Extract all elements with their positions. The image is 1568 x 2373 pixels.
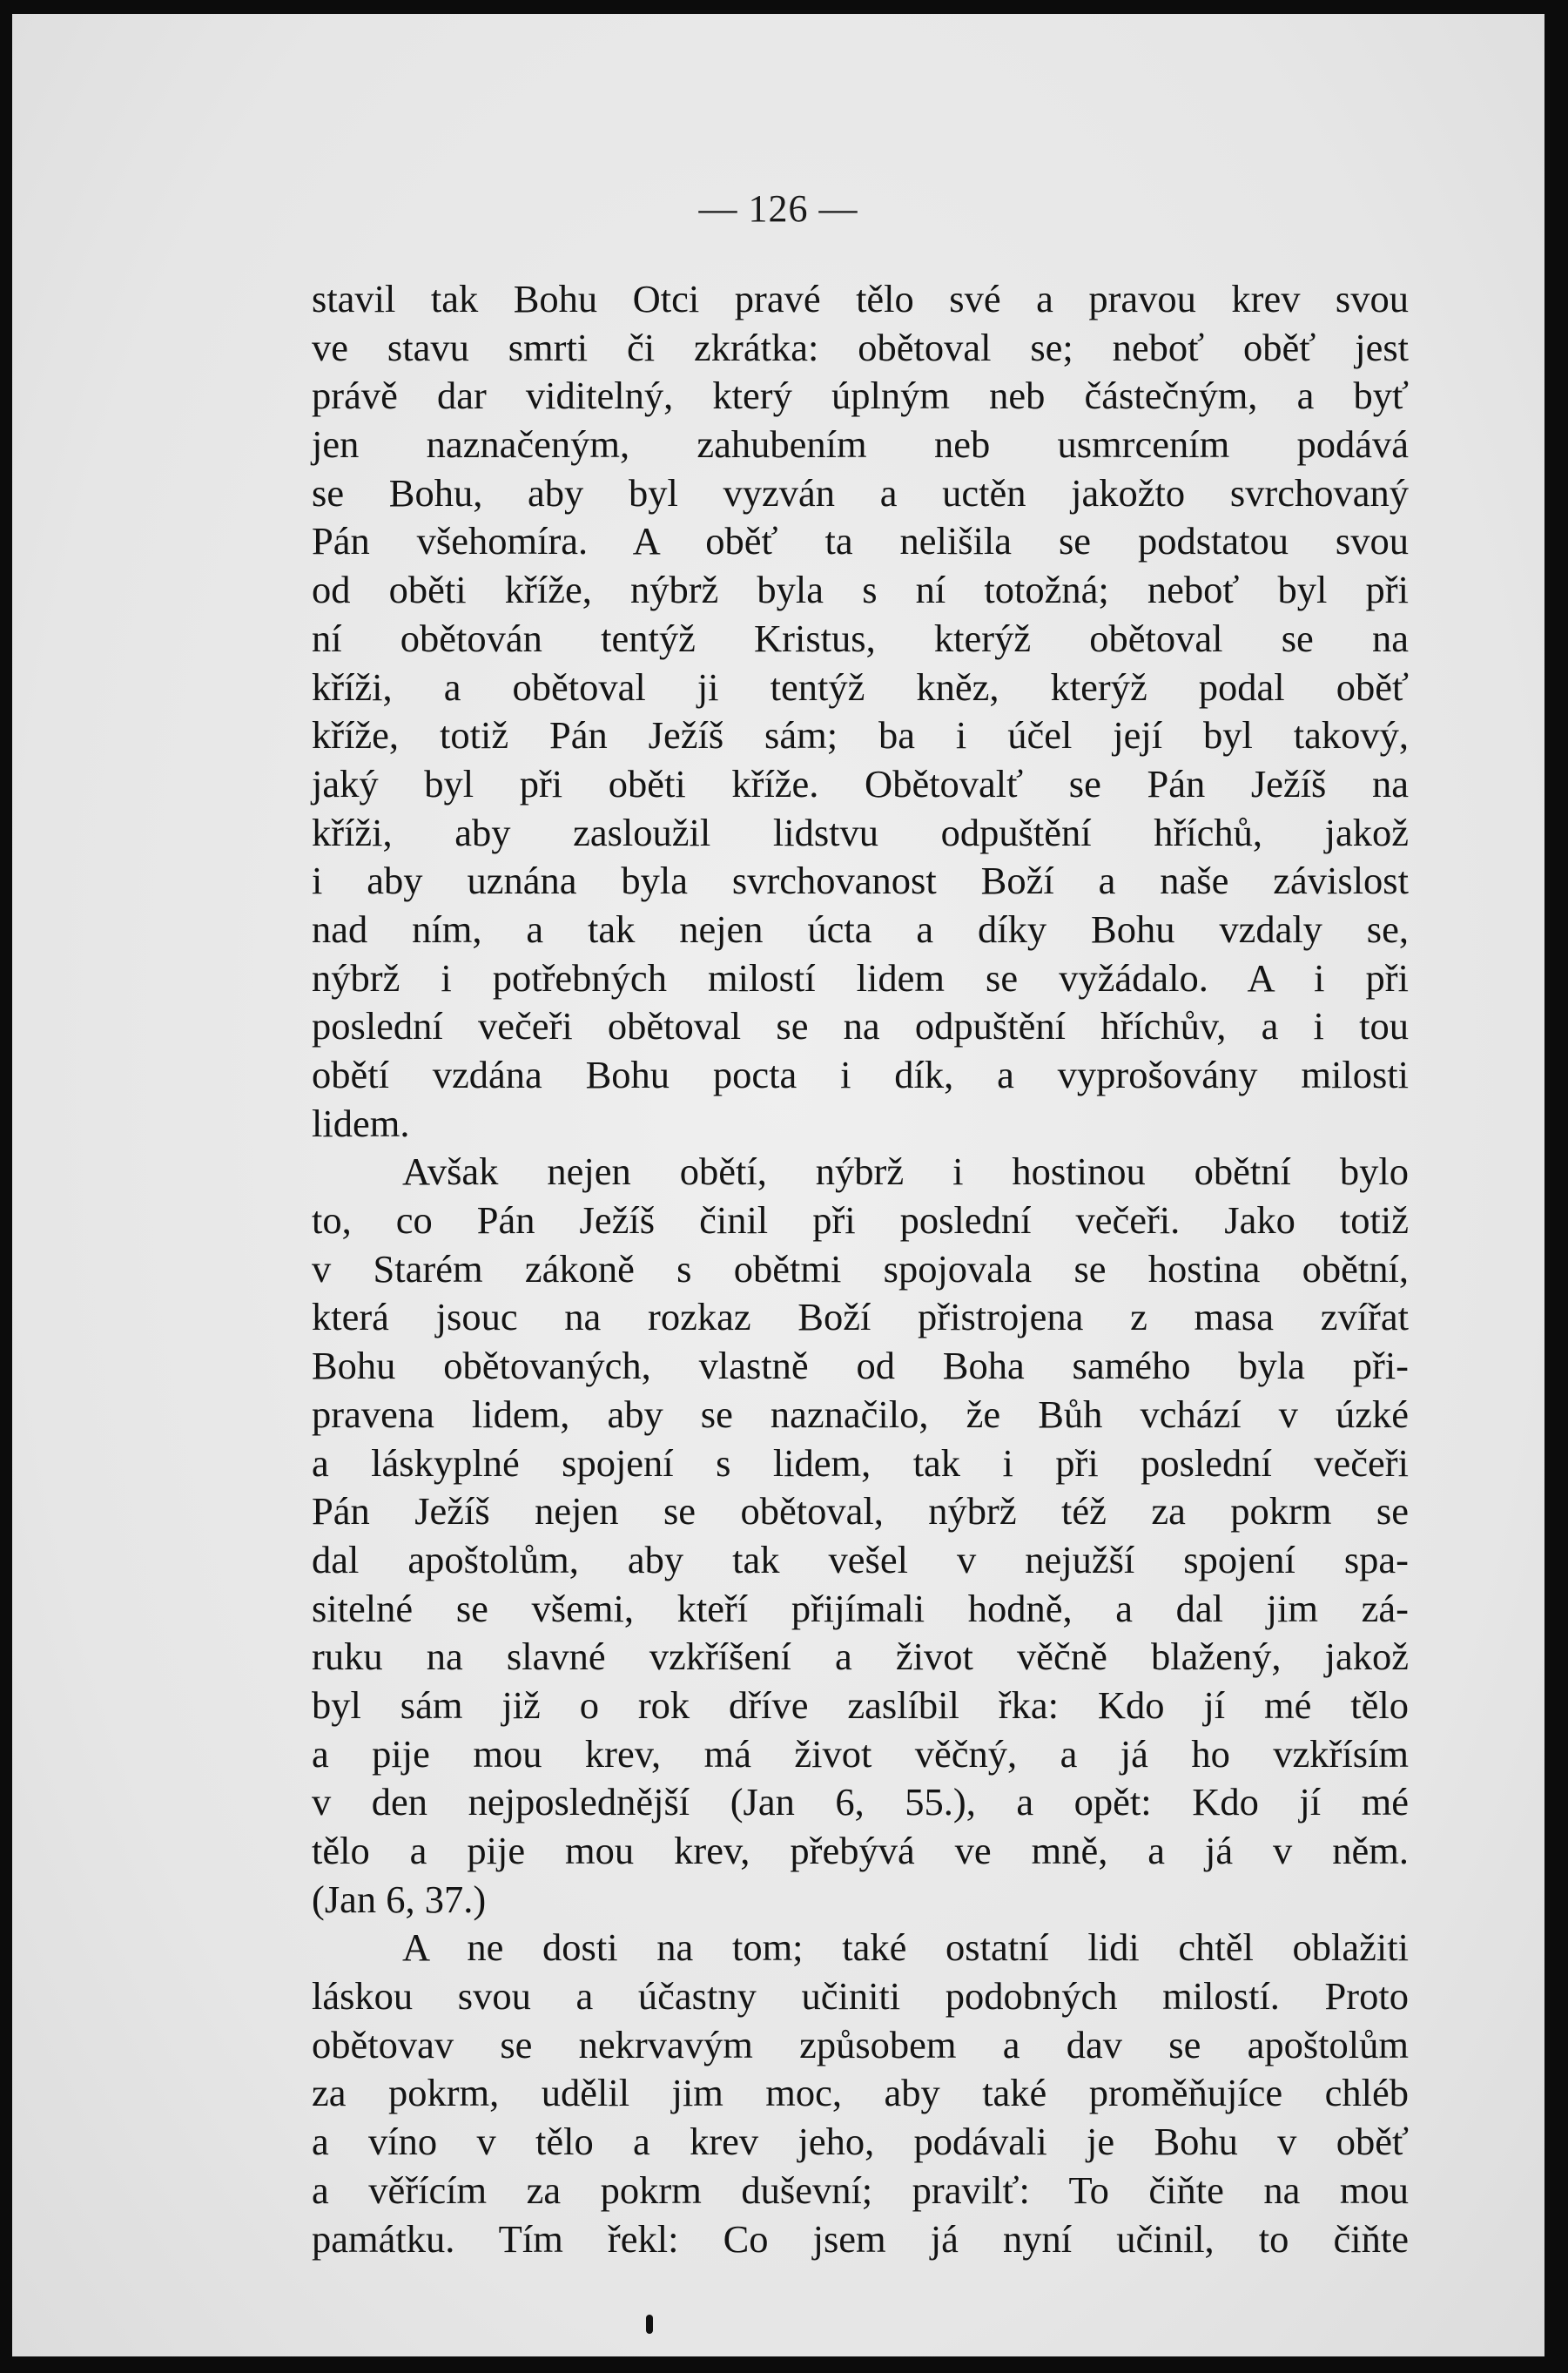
text-line: jaký byl při oběti kříže. Obětovalť se Pán Ježíš na (312, 761, 1409, 806)
text-line: se Bohu, aby byl vyzván a uctěn jakožto svrchovaný (312, 470, 1409, 515)
text-line: ní obětován tentýž Kristus, kterýž obětoval se na (312, 616, 1409, 660)
text-line: i aby uznána byla svrchovanost Boží a naše závislost (312, 859, 1409, 903)
text-line: jen naznačeným, zahubením neb usmrcením podává (312, 422, 1409, 467)
text-line: za pokrm, udělil jim moc, aby také proměňujíce chléb (312, 2071, 1409, 2115)
ink-speck (646, 2315, 653, 2334)
text-line: poslední večeři obětoval se na odpuštění hříchův, a i tou (312, 1004, 1409, 1048)
text-line: tělo a pije mou krev, přebývá ve mně, a já v něm. (312, 1829, 1409, 1872)
text-line: to, co Pán Ježíš činil při poslední večeři. Jako totiž (312, 1198, 1409, 1243)
text-line: láskou svou a účastny učiniti podobných milostí. Proto (312, 1974, 1409, 2019)
text-line: kříže, totiž Pán Ježíš sám; ba i účel její byl takový, (312, 713, 1409, 758)
text-line: a pije mou krev, má život věčný, a já ho vzkřísím (312, 1731, 1409, 1776)
text-line: stavil tak Bohu Otci pravé tělo své a pravou krev svou (312, 277, 1409, 320)
text-line: A ne dosti na tom; také ostatní lidi chtěl oblažiti (402, 1925, 1409, 1970)
text-line: Avšak nejen obětí, nýbrž i hostinou obětní bylo (402, 1149, 1409, 1194)
text-line: nad ním, a tak nejen úcta a díky Bohu vzdaly se, (312, 907, 1409, 951)
text-line: Bohu obětovaných, vlastně od Boha samého byla při- (312, 1344, 1409, 1388)
text-line: a láskyplné spojení s lidem, tak i při poslední večeři (312, 1440, 1409, 1485)
text-line: lidem. (312, 1101, 410, 1145)
text-line: ruku na slavné vzkříšení a život věčně blažený, jakož (312, 1635, 1409, 1679)
text-line: obětovav se nekrvavým způsobem a dav se apoštolům (312, 2022, 1409, 2066)
text-line: právě dar viditelný, který úplným neb částečným, a byť (312, 374, 1409, 418)
text-line: nýbrž i potřebných milostí lidem se vyžádalo. A i při (312, 955, 1409, 1000)
body-text (312, 275, 1409, 2263)
text-line: v den nejposlednější (Jan 6, 55.), a opět: Kdo jí mé (312, 1780, 1409, 1824)
text-line: dal apoštolům, aby tak vešel v nejužší spojení spa- (312, 1537, 1409, 1581)
text-line: obětí vzdána Bohu pocta i dík, a vyprošovány milosti (312, 1053, 1409, 1096)
text-line: (Jan 6, 37.) (312, 1877, 487, 1921)
text-line: pravena lidem, aby se naznačilo, že Bůh vchází v úzké (312, 1392, 1409, 1436)
text-line: ve stavu smrti či zkrátka: obětoval se; neboť oběť jest (312, 325, 1409, 369)
text-line: a věřícím za pokrm duševní; pravilť: To čiňte na mou (312, 2167, 1409, 2212)
text-line: sitelné se všemi, kteří přijímali hodně, a dal jim zá- (312, 1586, 1409, 1630)
text-line: kříži, a obětoval ji tentýž kněz, kterýž podal oběť (312, 664, 1409, 709)
text-line: Pán Ježíš nejen se obětoval, nýbrž též za pokrm se (312, 1489, 1409, 1534)
text-line: kříži, aby zasloužil lidstvu odpuštění hříchů, jakož (312, 810, 1409, 854)
text-line: a víno v tělo a krev jeho, podávali je Bohu v oběť (312, 2120, 1409, 2164)
book-page (12, 14, 1544, 2356)
text-line: v Starém zákoně s obětmi spojovala se hostina obětní, (312, 1246, 1409, 1291)
text-line: která jsouc na rozkaz Boží přistrojena z masa zvířat (312, 1295, 1409, 1339)
text-line: byl sám již o rok dříve zaslíbil řka: Kdo jí mé tělo (312, 1682, 1409, 1727)
page-number: — 126 — (698, 187, 858, 230)
text-line: památku. Tím řekl: Co jsem já nyní učinil, to čiňte (312, 2216, 1409, 2261)
text-line: Pán všehomíra. A oběť ta nelišila se podstatou svou (312, 519, 1409, 563)
text-line: od oběti kříže, nýbrž byla s ní totožná; neboť byl při (312, 568, 1409, 612)
